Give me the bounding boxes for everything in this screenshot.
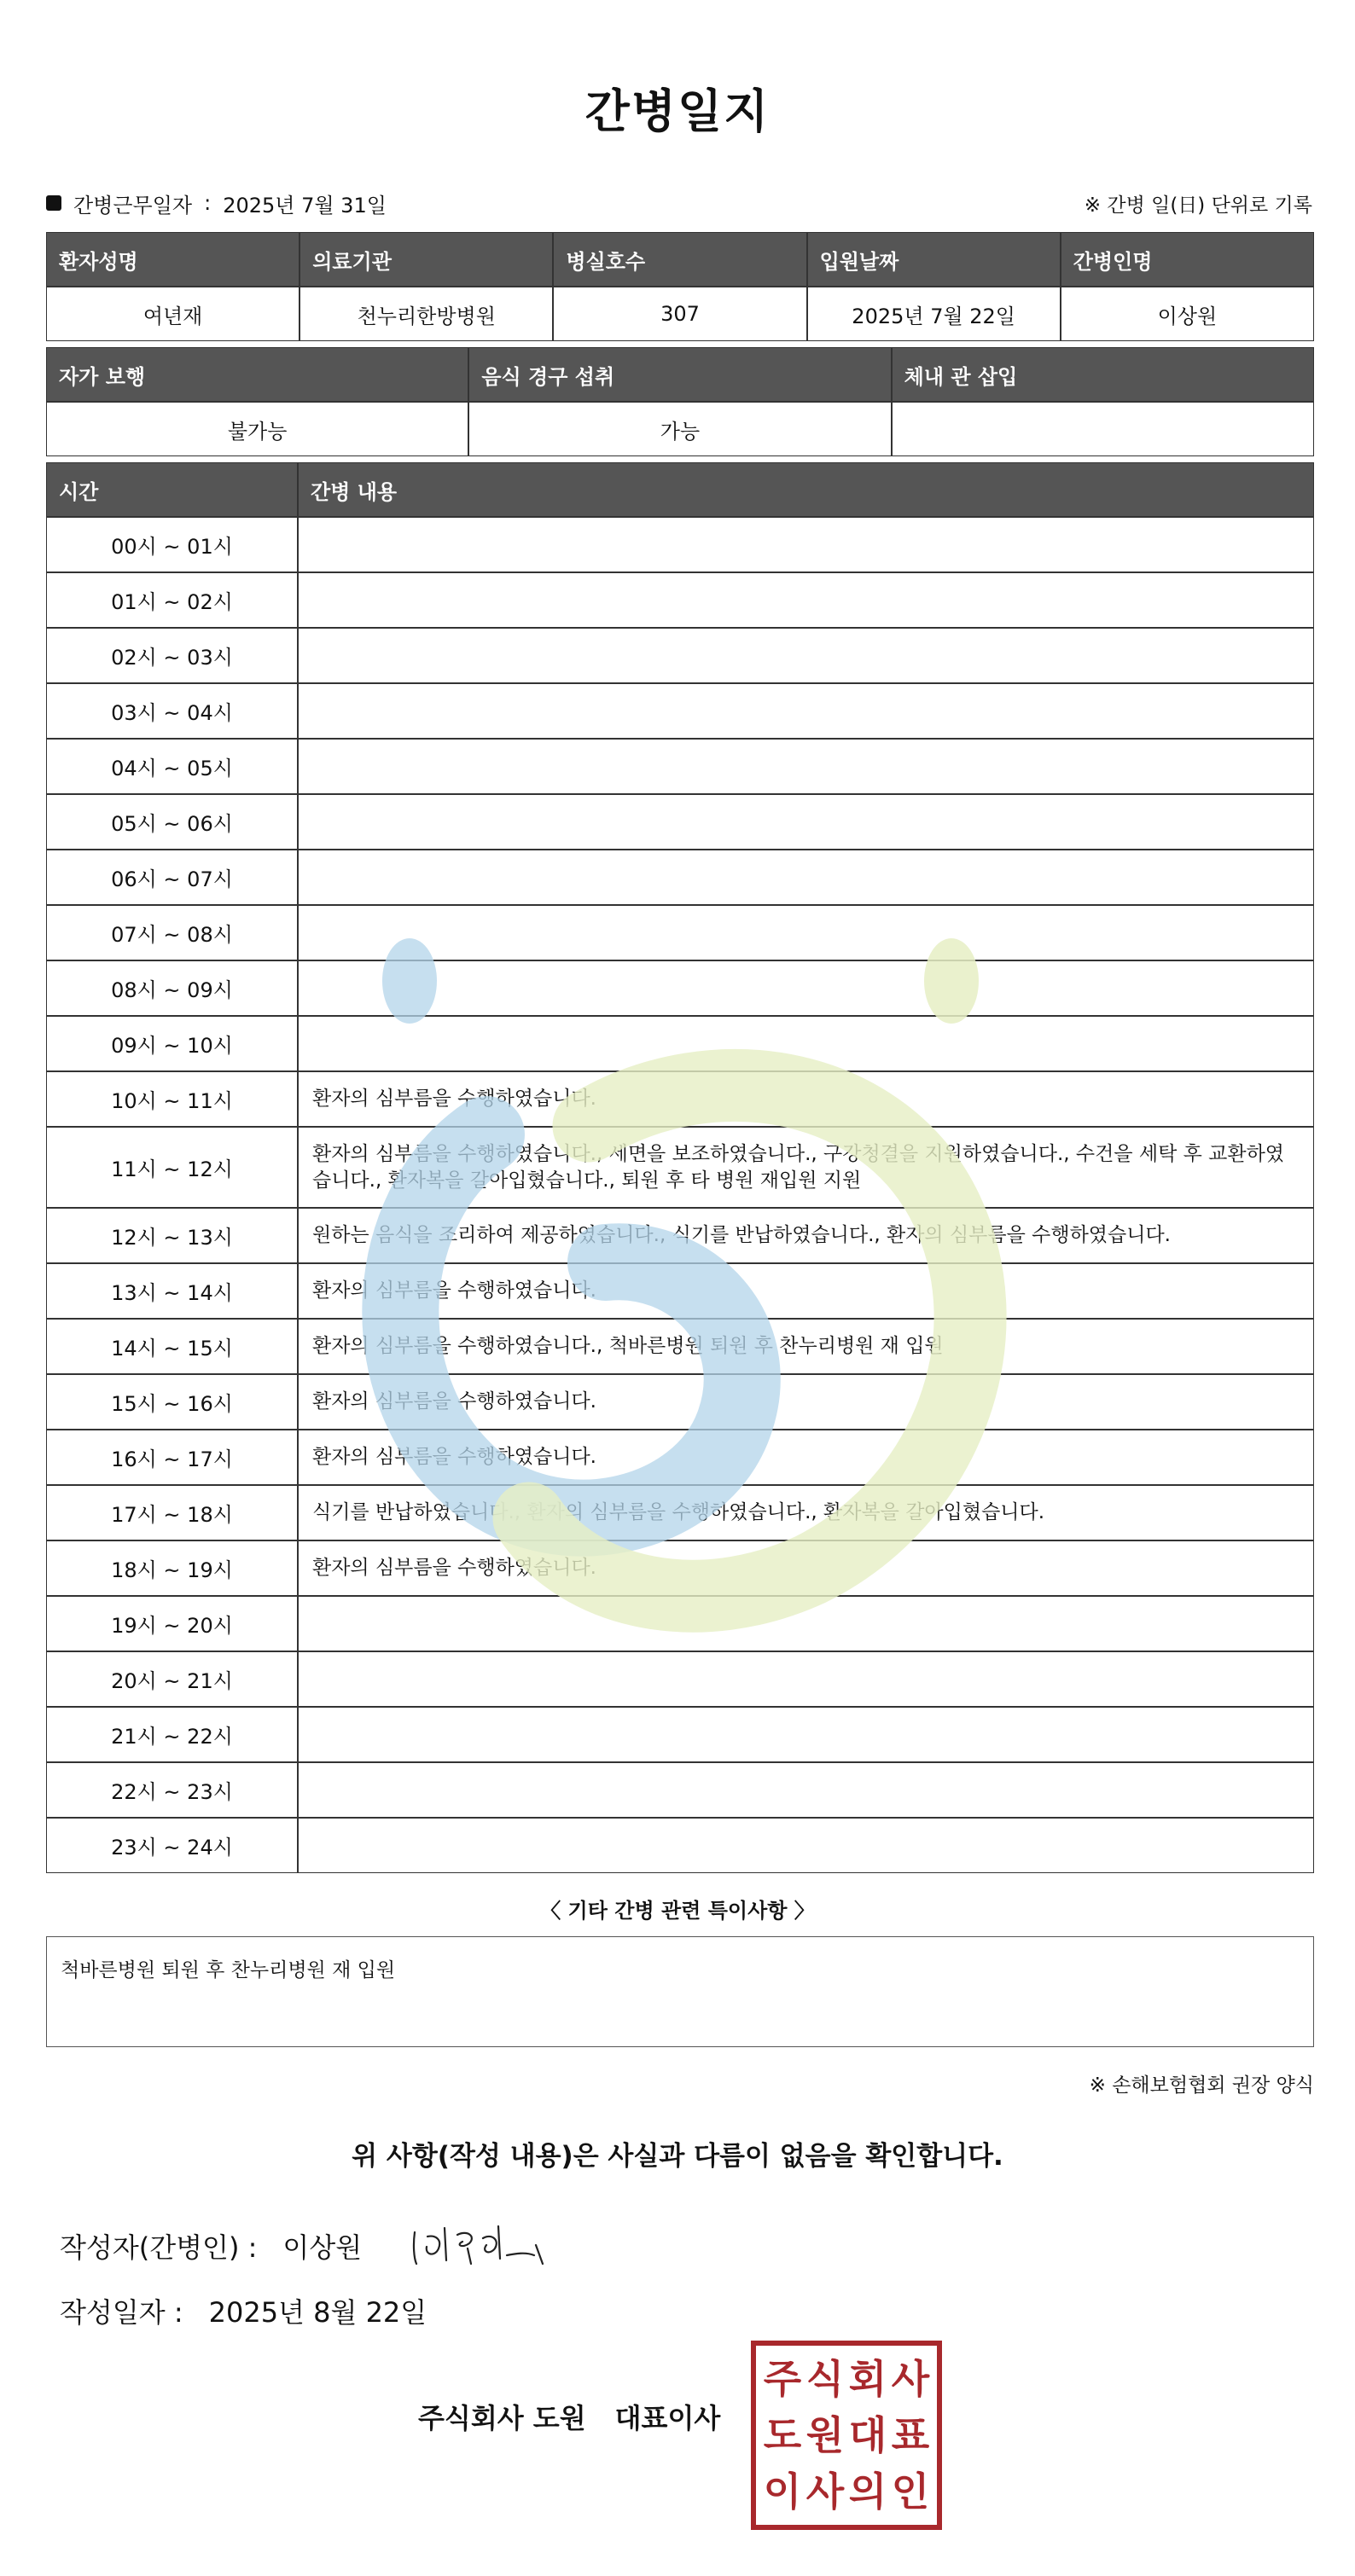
seal-char: 사 (891, 2356, 930, 2402)
time-cell: 01시 ~ 02시 (46, 572, 298, 628)
oral-intake-value: 가능 (468, 402, 891, 456)
care-content-cell (298, 794, 1314, 850)
table-row (46, 1319, 1314, 1374)
table-row (46, 1818, 1314, 1873)
care-content-cell: 환자의 심부름을 수행하였습니다., 척바른병원 퇴원 후 찬누리병원 재 입원 (298, 1319, 1314, 1374)
table-row (46, 1540, 1314, 1596)
header-tube-insertion: 체내 관 삽입 (892, 347, 1314, 402)
write-date-value: 2025년 8월 22일 (208, 2296, 427, 2329)
time-cell: 16시 ~ 17시 (46, 1430, 298, 1485)
daily-record-note: ※ 간병 일(日) 단위로 기록 (1084, 194, 1312, 217)
bullet-icon (46, 195, 61, 211)
header-room-number: 병실호수 (553, 232, 806, 287)
table-row (46, 1707, 1314, 1762)
table-row (46, 1263, 1314, 1319)
company-line (418, 2397, 720, 2436)
care-content-cell (298, 905, 1314, 960)
header-care-content: 간병 내용 (298, 462, 1314, 517)
author-label: 작성자(간병인) : (60, 2231, 258, 2264)
care-content-cell (298, 960, 1314, 1016)
care-content-cell (298, 1016, 1314, 1071)
seal-char: 주 (763, 2356, 802, 2402)
table-row (46, 628, 1314, 683)
time-cell: 06시 ~ 07시 (46, 850, 298, 905)
table-row (46, 1762, 1314, 1818)
table-row (46, 572, 1314, 628)
time-cell: 12시 ~ 13시 (46, 1208, 298, 1263)
time-cell: 10시 ~ 11시 (46, 1071, 298, 1127)
patient-info-table (46, 232, 1314, 341)
table-row (46, 683, 1314, 739)
recommended-form-note: ※ 손해보험협회 권장 양식 (1089, 2074, 1314, 2097)
write-date-line (60, 2291, 427, 2330)
table-row (46, 1374, 1314, 1430)
header-admission-date: 입원날짜 (807, 232, 1061, 287)
work-date-label: 간병근무일자 (73, 193, 193, 218)
time-cell: 08시 ~ 09시 (46, 960, 298, 1016)
time-cell: 09시 ~ 10시 (46, 1016, 298, 1071)
seal-char: 이 (763, 2469, 802, 2515)
care-content-cell: 환자의 심부름을 수행하였습니다., 세면을 보조하였습니다., 구강청결을 지원하였습니다., 수건을 세탁 후 교환하였습니다., 환자복을 갈아입혔습니다., 퇴원 후 타 병원 재입원 지원 (298, 1127, 1314, 1208)
table-row (46, 1208, 1314, 1263)
table-row (46, 517, 1314, 572)
care-content-cell (298, 628, 1314, 683)
time-cell: 17시 ~ 18시 (46, 1485, 298, 1540)
notes-title: 〈 기타 간병 관련 특이사항 〉 (540, 1899, 815, 1923)
seal-char: 원 (805, 2412, 845, 2458)
care-content-cell: 환자의 심부름을 수행하였습니다. (298, 1263, 1314, 1319)
time-cell: 18시 ~ 19시 (46, 1540, 298, 1596)
author-line (60, 2226, 362, 2266)
care-content-cell (298, 850, 1314, 905)
confirmation-statement: 위 사항(작성 내용)은 사실과 다름이 없음을 확인합니다. (352, 2141, 1003, 2172)
seal-char: 대 (848, 2412, 887, 2458)
table-row (46, 850, 1314, 905)
signature-icon (406, 2211, 560, 2279)
table-row (46, 1127, 1314, 1208)
care-content-cell (298, 572, 1314, 628)
time-cell: 13시 ~ 14시 (46, 1263, 298, 1319)
time-cell: 15시 ~ 16시 (46, 1374, 298, 1430)
time-cell: 11시 ~ 12시 (46, 1127, 298, 1208)
header-hospital: 의료기관 (299, 232, 553, 287)
care-content-cell (298, 517, 1314, 572)
care-content-cell: 환자의 심부름을 수행하였습니다. (298, 1430, 1314, 1485)
time-cell: 19시 ~ 20시 (46, 1596, 298, 1651)
care-content-cell: 환자의 심부름을 수행하였습니다. (298, 1540, 1314, 1596)
seal-characters (761, 2351, 932, 2520)
table-row (46, 739, 1314, 794)
table-row (46, 1430, 1314, 1485)
table-row (46, 794, 1314, 850)
document-title: 간병일지 (584, 84, 771, 138)
header-oral-intake: 음식 경구 섭취 (468, 347, 891, 402)
patient-status-table (46, 347, 1314, 456)
work-date-separator: : (204, 191, 212, 215)
time-cell: 02시 ~ 03시 (46, 628, 298, 683)
work-date (46, 189, 387, 218)
care-content-cell (298, 1707, 1314, 1762)
care-log-table (46, 462, 1314, 1873)
care-content-cell (298, 1651, 1314, 1707)
table-row (46, 1651, 1314, 1707)
patient-name: 여년재 (46, 287, 299, 341)
work-date-row (46, 186, 1312, 220)
seal-char: 표 (891, 2412, 930, 2458)
care-content-cell: 환자의 심부름을 수행하였습니다. (298, 1374, 1314, 1430)
time-cell: 20시 ~ 21시 (46, 1651, 298, 1707)
care-content-cell (298, 739, 1314, 794)
caregiver-name: 이상원 (1061, 287, 1314, 341)
seal-char: 도 (763, 2412, 802, 2458)
work-date-value: 2025년 7월 31일 (223, 193, 387, 218)
admission-date: 2025년 7월 22일 (807, 287, 1061, 341)
company-role: 대표이사 (614, 2402, 721, 2434)
seal-char: 사 (805, 2469, 845, 2515)
table-row (46, 960, 1314, 1016)
notes-box: 척바른병원 퇴원 후 찬누리병원 재 입원 (46, 1936, 1314, 2047)
header-caregiver-name: 간병인명 (1061, 232, 1314, 287)
room-number: 307 (553, 287, 806, 341)
table-row (46, 905, 1314, 960)
care-content-cell (298, 683, 1314, 739)
care-content-cell: 환자의 심부름을 수행하였습니다. (298, 1071, 1314, 1127)
time-cell: 21시 ~ 22시 (46, 1707, 298, 1762)
time-cell: 04시 ~ 05시 (46, 739, 298, 794)
author-name: 이상원 (282, 2231, 363, 2264)
time-cell: 23시 ~ 24시 (46, 1818, 298, 1873)
tube-insertion-value (892, 402, 1314, 456)
hospital-name: 천누리한방병원 (299, 287, 553, 341)
care-content-cell: 원하는 음식을 조리하여 제공하였습니다., 식기를 반납하였습니다., 환자의 심부름을 수행하였습니다. (298, 1208, 1314, 1263)
table-row (46, 1071, 1314, 1127)
time-cell: 14시 ~ 15시 (46, 1319, 298, 1374)
seal-char: 회 (848, 2356, 887, 2402)
seal-char: 식 (805, 2356, 845, 2402)
table-row (46, 1485, 1314, 1540)
header-self-walking: 자가 보행 (46, 347, 468, 402)
care-log-rows (46, 517, 1314, 1873)
write-date-label: 작성일자 : (60, 2296, 183, 2329)
header-time: 시간 (46, 462, 298, 517)
time-cell: 05시 ~ 06시 (46, 794, 298, 850)
time-cell: 00시 ~ 01시 (46, 517, 298, 572)
time-cell: 07시 ~ 08시 (46, 905, 298, 960)
seal-char: 의 (848, 2469, 887, 2515)
seal-char: 인 (891, 2469, 930, 2515)
time-cell: 22시 ~ 23시 (46, 1762, 298, 1818)
care-content-cell (298, 1596, 1314, 1651)
table-row (46, 1016, 1314, 1071)
table-row (46, 1596, 1314, 1651)
care-content-cell (298, 1762, 1314, 1818)
header-patient-name: 환자성명 (46, 232, 299, 287)
care-content-cell (298, 1818, 1314, 1873)
care-content-cell: 식기를 반납하였습니다., 환자의 심부름을 수행하였습니다., 환자복을 갈아입혔습니다. (298, 1485, 1314, 1540)
time-cell: 03시 ~ 04시 (46, 683, 298, 739)
company-seal-icon (751, 2341, 942, 2530)
company-name: 주식회사 도원 (418, 2402, 586, 2434)
self-walking-value: 불가능 (46, 402, 468, 456)
